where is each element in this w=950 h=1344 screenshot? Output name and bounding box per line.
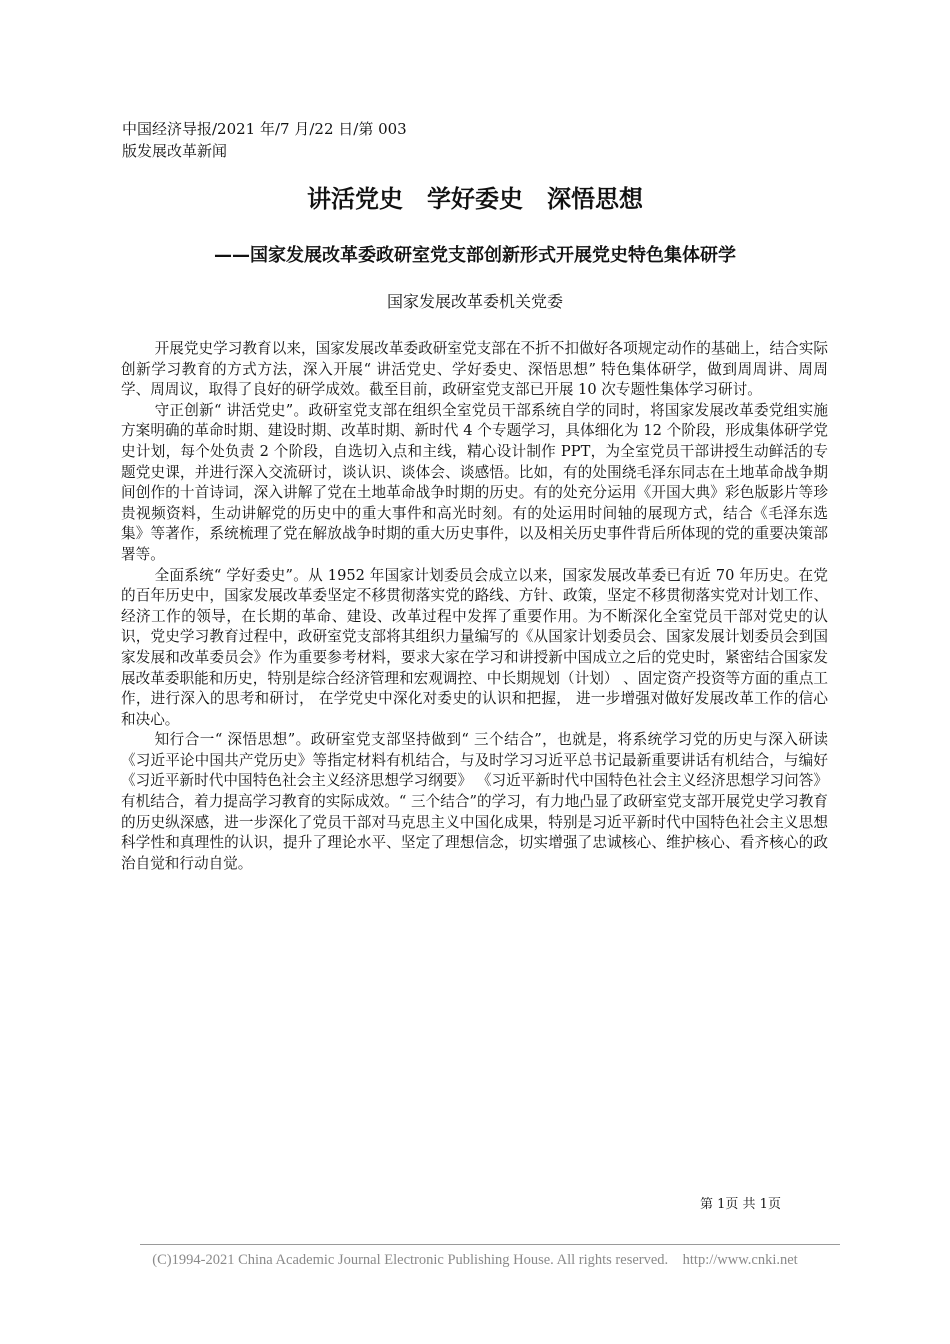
source-citation <box>122 118 432 162</box>
copyright-footer: (C)1994-2021 China Academic Journal Electronic Publishing House. All rights reserved. http://www.cnki.net <box>152 1252 798 1268</box>
page-number: 第 1页 共 1页 <box>700 1197 781 1212</box>
article-subtitle: ——国家发展改革委政研室党支部创新形式开展党史特色集体研学 <box>214 245 736 266</box>
article-title: 讲活党史 学好委史 深悟思想 <box>307 185 643 213</box>
paragraph-commission-history: 全面系统“ 学好委史”。从 1952 年国家计划委员会成立以来，国家发展改革委已有近 70 年历史。在党的百年历史中，国家发展改革委坚定不移贯彻落实党的路线、方针、政策，坚定不移贯彻落实党对计划工作、经济工作的领导，在长期的革命、建设、改革过程中发挥了重要作用。为不断深化全室党员干部对党史的认识，党史学习教育过程中，政研室党支部将其组织力量编写的《从国家计划委员会、国家发展计划委员会到国家发展和改革委员会》作为重要参考材料，要求大家在学习和讲授新中国成立之后的党史时，紧密结合国家发展改革委职能和历史，特别是综合经济管理和宏观调控、中长期规划（计划） 、固定资产投资等方面的重点工作，进行深入的思考和研讨， 在学党史中深化对委史的认识和把握， 进一步增强对做好发展改革工作的信心和决心。 <box>121 566 828 728</box>
footer-divider <box>140 1244 840 1245</box>
paragraph-intro: 开展党史学习教育以来，国家发展改革委政研室党支部在不折不扣做好各项规定动作的基础上，结合实际创新学习教育的方式方法，深入开展“ 讲活党史、学好委史、深悟思想” 特色集体研学，做到周周讲、周周学、周周议，取得了良好的研学成效。截至目前，政研室党支部已开展 10 次专题性集体学习研讨。 <box>121 340 828 399</box>
article-author: 国家发展改革委机关党委 <box>386 292 563 311</box>
paragraph-party-history: 守正创新“ 讲活党史”。政研室党支部在组织全室党员干部系统自学的同时，将国家发展改革委党组实施方案明确的革命时期、建设时期、改革时期、新时代 4 个专题学习，具体细化为 12 个阶段，形成集体研学党史计划，每个处负责 2 个阶段，自选切入点和主线，精心设计制作 PPT，为全室党员干部讲授生动鲜活的专题党史课，并进行深入交流研讨，谈认识、谈体会、谈感悟。比如，有的处围绕毛泽东同志在土地革命战争期间创作的十首诗词，深入讲解了党在土地革命战争时期的历史。有的处充分运用《开国大典》彩色版影片等珍贵视频资料，生动讲解党的历史中的重大事件和高光时刻。有的处运用时间轴的展现方式，结合《毛泽东选集》等著作，系统梳理了党在解放战争时期的重大历史事件，以及相关历史事件背后所体现的党的重要决策部署等。 <box>121 401 828 563</box>
article-body <box>121 339 828 874</box>
source-line-2: 版发展改革新闻 <box>122 142 228 160</box>
source-line-1: 中国经济导报/2021 年/7 月/22 日/第 003 <box>122 120 407 138</box>
paragraph-thought: 知行合一“ 深悟思想”。政研室党支部坚持做到“ 三个结合”，也就是，将系统学习党的历史与深入研读《习近平论中国共产党历史》等指定材料有机结合，与及时学习习近平总书记最新重要讲话有机结合，与编好《习近平新时代中国特色社会主义经济思想学习纲要》 《习近平新时代中国特色社会主义经济思想学习问答》有机结合，着力提高学习教育的实际成效。“ 三个结合”的学习，有力地凸显了政研室党支部开展党史学习教育的历史纵深感，进一步深化了党员干部对马克思主义中国化成果，特别是习近平新时代中国特色社会主义思想科学性和真理性的认识，提升了理论水平、坚定了理想信念，切实增强了忠诚核心、维护核心、看齐核心的政治自觉和行动自觉。 <box>121 731 828 872</box>
